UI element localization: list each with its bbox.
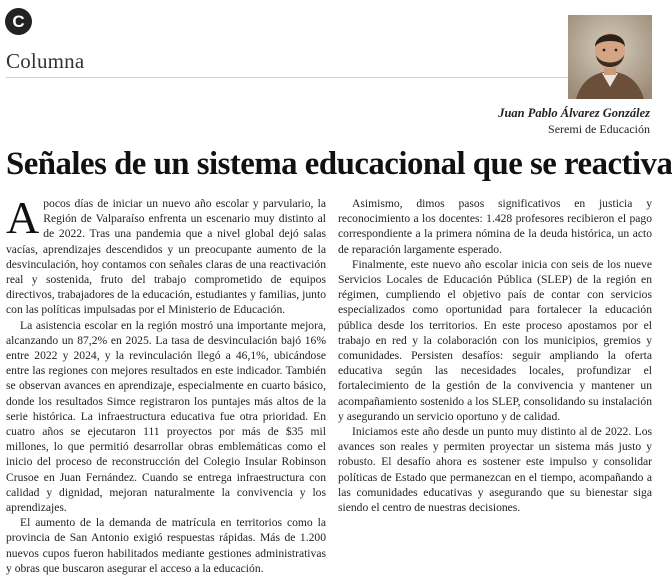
paragraph-4: Asimismo, dimos pasos significativos en justicia y reconocimiento a los docentes: 1.428 profesores recibieron el pago correspondiente a la primera nómina de la deuda histórica, un acto de reparación largamente esperado. <box>338 197 652 256</box>
paragraph-3: El aumento de la demanda de matrícula en territorios como la provincia de San Antonio exigió respuestas rápidas. Más de 1.200 nuevos cupos fueron habilitados mediante gestiones administrativas y obras que buscaron asegurar el acceso a la educación. <box>6 516 326 575</box>
paragraph-6: Iniciamos este año desde un punto muy distinto al de 2022. Los avances son reales y permiten proyectar un sistema más justo y robusto. El desafío ahora es sostener este impulso y consolidar políticas de Estado que permanezcan en el tiempo, acompañando a las comunidades educativas y asegurando que su bienestar siga siendo el centro de nuestras decisiones. <box>338 425 652 515</box>
section-badge: C <box>5 8 32 35</box>
drop-cap: A <box>6 192 40 243</box>
author-role: Seremi de Educación <box>548 122 650 136</box>
header-divider <box>6 77 652 78</box>
author-photo <box>568 15 652 99</box>
paragraph-1 <box>6 192 326 318</box>
author-name: Juan Pablo Álvarez González <box>498 106 650 120</box>
paragraph-2: La asistencia escolar en la región mostró una importante mejora, alcanzando un 87,2% en 2025. La tasa de desvinculación bajó 16% entre 2022 y 2024, y la revinculación llegó a 46,1%, ubicándose entre las regiones con mejores resultados en este indicador. También se observan avances en aprendizaje, especialmente en cuarto básico, donde los resultados Simce registraron los puntajes más altos de la serie histórica. La infraestructura educativa fue otra prioridad. En cuatro años se ejecutaron 111 proyectos por más de $35 mil millones, lo que permitió desarrollar obras emblemáticas como el inicio del proceso de reconstrucción del Colegio Insular Robinson Crusoe en Juan Fernández. Cuando se entrega infraestructura con calidad y dignidad, mejoran naturalmente la convivencia y los aprendizajes. <box>6 318 326 515</box>
section-label: Columna <box>6 49 85 73</box>
column-right <box>338 196 652 515</box>
column-left <box>6 192 326 576</box>
author-byline <box>498 105 650 137</box>
headline: Señales de un sistema educacional que se reactiva <box>6 146 672 182</box>
paragraph-5: Finalmente, este nuevo año escolar inicia con seis de los nueve Servicios Locales de Educación Pública (SLEP) de la región en régimen, cumpliendo el objetivo país de contar con servicios especializados como oportunidad para fortalecer la educación pública desde los territorios. En este proceso apostamos por el trabajo en red y la colaboración con los municipios, gremios y comunidades. Persisten desafíos: seguir ampliando la oferta educativa según las necesidades locales, profundizar el fortalecimiento de la gestión de la convivencia y mantener un acompañamiento sostenido a los SLEP, consolidando su instalación y asegurando un servicio oportuno y de calidad. <box>338 257 652 423</box>
paragraph-1-text: pocos días de iniciar un nuevo año escolar y parvulario, la Región de Valparaíso enfrenta un escenario muy distinto al de 2022. Tras una pandemia que a nivel global dejó salas vacías, aprendizajes descendidos y un preocupante aumento de la desvinculación, hoy contamos con señales claras de una reactivación real y sostenida, fruto del trabajo comprometido de equipos directivos, trabajadores de la educación, estudiantes y familias, junto con las políticas impulsadas por el Ministerio de Educación. <box>6 197 326 317</box>
